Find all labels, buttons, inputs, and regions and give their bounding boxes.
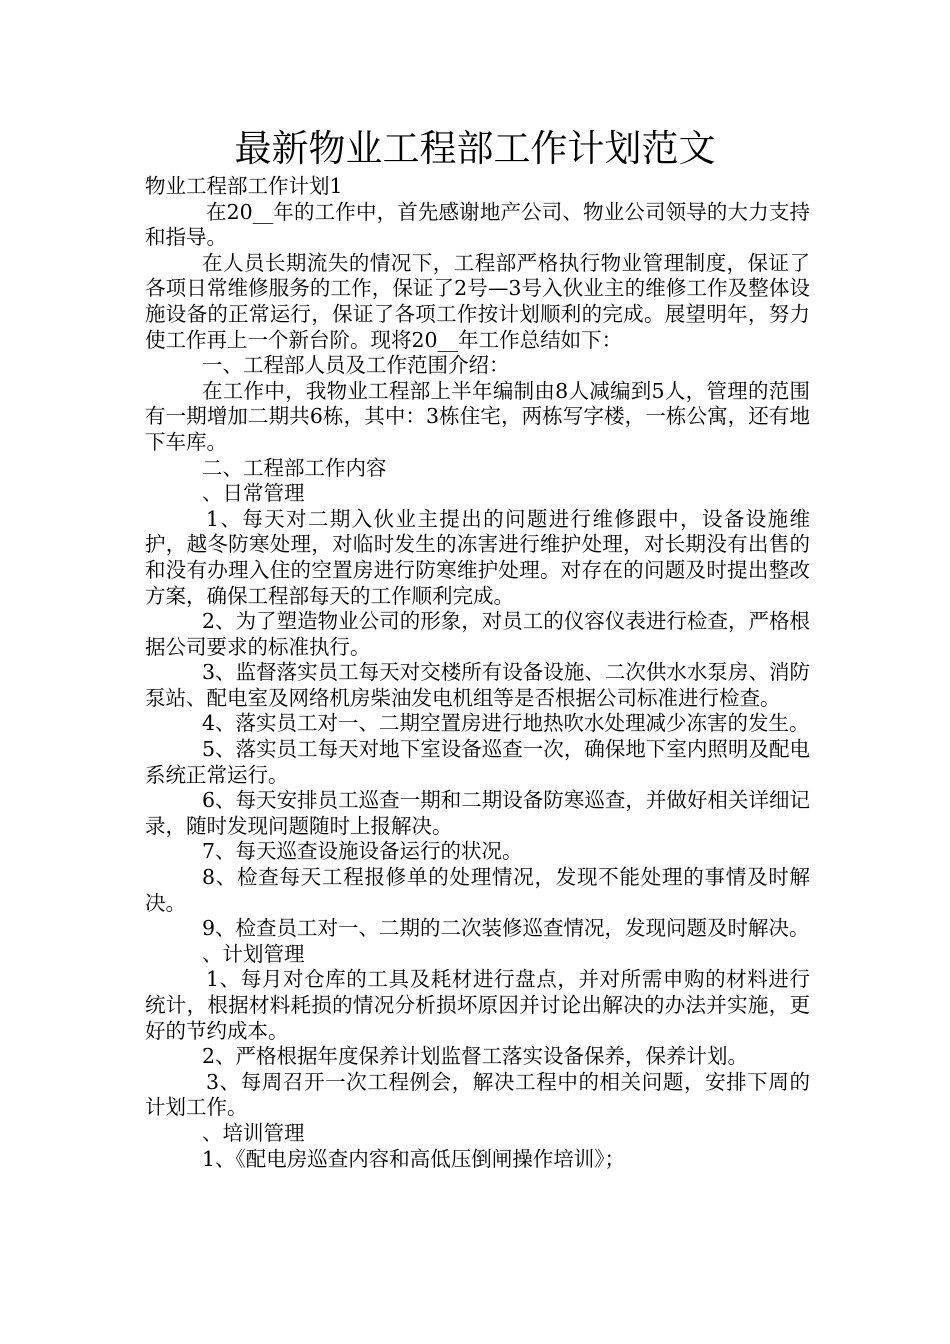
- subheading-daily-management: 、日常管理: [202, 481, 305, 506]
- list-item-daily-5: 5、落实员工每天对地下室设备巡查一次，确保地下室内照明及配电系统正常运行。: [145, 737, 810, 787]
- heading-staff-scope: 一、工程部人员及工作范围介绍：: [202, 353, 510, 378]
- list-item-daily-1: 1、每天对二期入伙业主提出的问题进行维修跟中，设备设施维护，越冬防寒处理，对临时发生的冻害进行维护处理，对长期没有出售的和没有办理入住的空置房进行防寒维护处理。对存在的问题及时提出整改方案，确保工程部每天的工作顺利完成。: [145, 506, 810, 608]
- list-item-plan-1: 1、每月对仓库的工具及耗材进行盘点，并对所需申购的材料进行统计，根据材料耗损的情况分析损坏原因并讨论出解决的办法并实施，更好的节约成本。: [145, 967, 810, 1043]
- list-item-daily-8: 8、检查每天工程报修单的处理情况，发现不能处理的事情及时解决。: [145, 865, 810, 915]
- list-item-daily-3: 3、监督落实员工每天对交楼所有设备设施、二次供水水泵房、消防泵站、配电室及网络机房柴油发电机组等是否根据公司标准进行检查。: [145, 660, 810, 710]
- subheading-training-management: 、培训管理: [202, 1120, 305, 1145]
- paragraph-overview: 在人员长期流失的情况下，工程部严格执行物业管理制度，保证了各项日常维修服务的工作，保证了2号—3号入伙业主的维修工作及整体设施设备的正常运行，保证了各项工作按计划顺利的完成。展望明年，努力使工作再上一个新台阶。现将20__年工作总结如下：: [145, 250, 810, 352]
- list-item-daily-7: 7、每天巡查设施设备运行的状况。: [202, 839, 523, 864]
- paragraph-thanks: 在20__年的工作中，首先感谢地产公司、物业公司领导的大力支持和指导。: [145, 199, 810, 250]
- document-body: [145, 174, 810, 1172]
- list-item-training-1: 1、《配电房巡查内容和高低压倒闸操作培训》；: [202, 1146, 626, 1171]
- document-title: 最新物业工程部工作计划范文: [234, 127, 716, 170]
- list-item-daily-9: 9、检查员工对一、二期的二次装修巡查情况，发现问题及时解决。: [202, 916, 810, 941]
- list-item-daily-4: 4、落实员工对一、二期空置房进行地热吹水处理减少冻害的发生。: [202, 711, 810, 736]
- subheading-plan-management: 、计划管理: [202, 941, 305, 966]
- section-heading-plan-1: 物业工程部工作计划1: [145, 174, 343, 198]
- list-item-daily-6: 6、每天安排员工巡查一期和二期设备防寒巡查，并做好相关详细记录，随时发现问题随时上报解决。: [145, 788, 810, 838]
- paragraph-staff-scope: 在工作中，我物业工程部上半年编制由8人减编到5人，管理的范围有一期增加二期共6栋，其中：3栋住宅，两栋写字楼，一栋公寓，还有地下车库。: [145, 378, 810, 454]
- heading-work-content: 二、工程部工作内容: [202, 455, 387, 480]
- list-item-plan-3: 3、每周召开一次工程例会，解决工程中的相关问题，安排下周的计划工作。: [145, 1069, 810, 1120]
- list-item-plan-2: 2、严格根据年度保养计划监督工落实设备保养，保养计划。: [202, 1044, 749, 1069]
- list-item-daily-2: 2、为了塑造物业公司的形象，对员工的仪容仪表进行检查，严格根据公司要求的标准执行。: [145, 609, 810, 659]
